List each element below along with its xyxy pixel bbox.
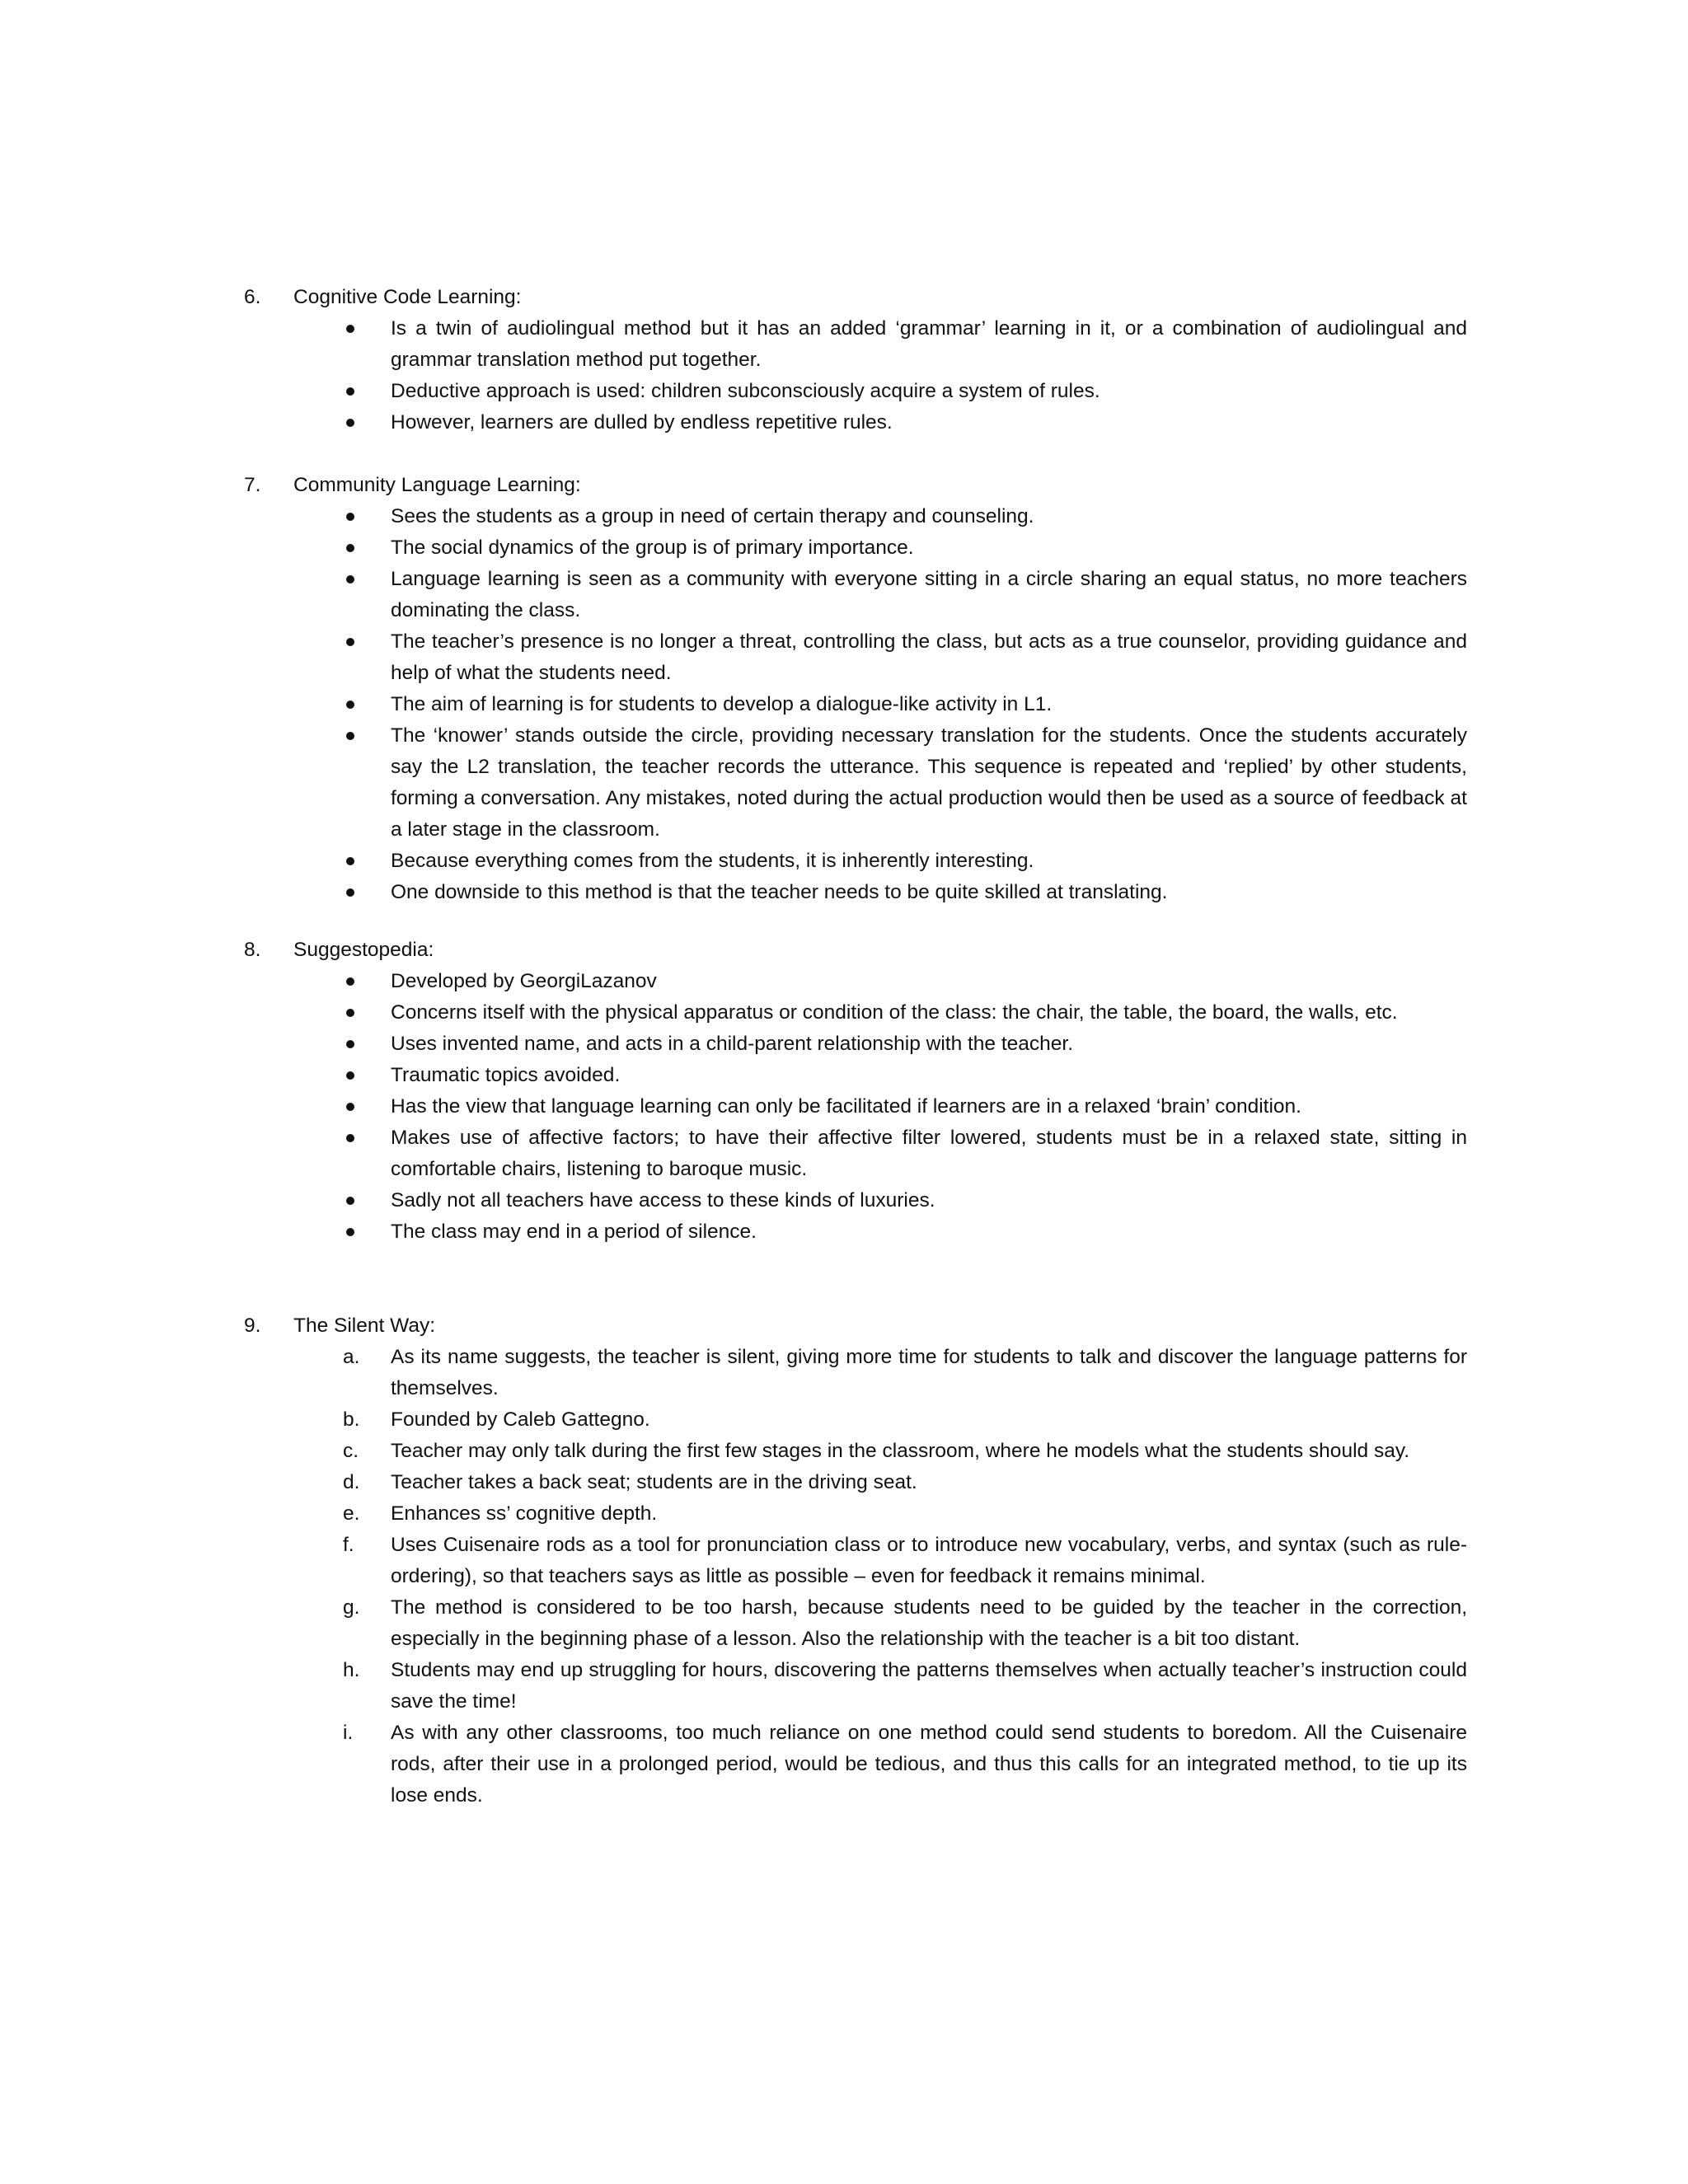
list-item: One downside to this method is that the teacher needs to be quite skilled at translating.	[244, 877, 1467, 908]
list-item: Sadly not all teachers have access to these kinds of luxuries.	[244, 1185, 1467, 1216]
list-item: Sees the students as a group in need of certain therapy and counseling.	[244, 501, 1467, 532]
section-number: 6.	[244, 286, 261, 308]
section-heading	[244, 282, 1467, 313]
list-marker: e.	[343, 1502, 360, 1525]
list-item: However, learners are dulled by endless repetitive rules.	[244, 407, 1467, 438]
list-marker: f.	[343, 1534, 354, 1556]
list-marker: d.	[343, 1471, 360, 1493]
bullet-icon	[346, 1009, 354, 1017]
list-item: h. Students may end up struggling for hours, discovering the patterns themselves when actually teacher’s instruction could save the time!	[244, 1655, 1467, 1718]
list-item: Concerns itself with the physical apparatus or condition of the class: the chair, the table, the board, the walls, etc.	[244, 997, 1467, 1029]
list-item: c. Teacher may only talk during the first few stages in the classroom, where he models what the students should say.	[244, 1436, 1467, 1467]
lettered-list	[244, 1342, 1467, 1811]
list-item: g. The method is considered to be too harsh, because students need to be guided by the teacher in the correction, especially in the beginning phase of a lesson. Also the relationship with the teacher is a bit too distant.	[244, 1592, 1467, 1655]
list-item: The class may end in a period of silence.	[244, 1216, 1467, 1248]
bullet-icon	[346, 857, 354, 865]
bullet-icon	[346, 888, 354, 897]
section-community-language-learning	[244, 470, 1467, 908]
list-item: The teacher’s presence is no longer a threat, controlling the class, but acts as a true counselor, providing guidance and help of what the students need.	[244, 626, 1467, 689]
section-cognitive-code-learning	[244, 282, 1467, 438]
list-marker: g.	[343, 1596, 360, 1619]
bullet-icon	[346, 544, 354, 552]
section-heading	[244, 470, 1467, 501]
bullet-list	[244, 966, 1467, 1248]
list-item: Deductive approach is used: children subconsciously acquire a system of rules.	[244, 376, 1467, 407]
bullet-icon	[346, 732, 354, 740]
list-item: d. Teacher takes a back seat; students are in the driving seat.	[244, 1467, 1467, 1498]
section-heading	[244, 1310, 1467, 1342]
list-item: Language learning is seen as a community with everyone sitting in a circle sharing an equal status, no more teachers dominating the class.	[244, 564, 1467, 626]
bullet-icon	[346, 977, 354, 986]
list-item: a. As its name suggests, the teacher is silent, giving more time for students to talk and discover the language patterns for themselves.	[244, 1342, 1467, 1404]
bullet-icon	[346, 1228, 354, 1236]
bullet-icon	[346, 701, 354, 709]
bullet-icon	[346, 1040, 354, 1048]
bullet-icon	[346, 1134, 354, 1142]
list-item: Because everything comes from the students, it is inherently interesting.	[244, 846, 1467, 877]
section-title: The Silent Way:	[293, 1315, 436, 1337]
bullet-icon	[346, 638, 354, 646]
list-item: e. Enhances ss’ cognitive depth.	[244, 1498, 1467, 1530]
section-suggestopedia	[244, 935, 1467, 1248]
bullet-icon	[346, 1103, 354, 1111]
bullet-icon	[346, 575, 354, 583]
list-marker: c.	[343, 1440, 359, 1462]
list-item: i. As with any other classrooms, too much reliance on one method could send students to boredom. All the Cuisenaire rods, after their use in a prolonged period, would be tedious, and thus this calls for an integrated method, to tie up its lose ends.	[244, 1718, 1467, 1811]
list-item: The aim of learning is for students to develop a dialogue-like activity in L1.	[244, 689, 1467, 720]
bullet-icon	[346, 513, 354, 521]
section-number: 9.	[244, 1315, 261, 1337]
list-item: Has the view that language learning can only be facilitated if learners are in a relaxed ‘brain’ condition.	[244, 1091, 1467, 1122]
list-marker: h.	[343, 1659, 360, 1681]
list-item: Makes use of affective factors; to have their affective filter lowered, students must be in a relaxed state, sitting in comfortable chairs, listening to baroque music.	[244, 1122, 1467, 1185]
section-title: Cognitive Code Learning:	[293, 286, 522, 308]
list-item: The ‘knower’ stands outside the circle, providing necessary translation for the students. Once the students accurately say the L2 translation, the teacher records the utterance. This sequence is repeated and ‘replied’ by other students, forming a conversation. Any mistakes, noted during the actual production would then be used as a source of feedback at a later stage in the classroom.	[244, 720, 1467, 846]
section-title: Community Language Learning:	[293, 474, 581, 496]
section-title: Suggestopedia:	[293, 939, 434, 961]
bullet-icon	[346, 419, 354, 427]
list-item: f. Uses Cuisenaire rods as a tool for pronunciation class or to introduce new vocabulary, verbs, and syntax (such as rule-ordering), so that teachers says as little as possible – even for feedback it remains minimal.	[244, 1530, 1467, 1592]
section-the-silent-way	[244, 1310, 1467, 1811]
list-item: Uses invented name, and acts in a child-parent relationship with the teacher.	[244, 1029, 1467, 1060]
bullet-icon	[346, 325, 354, 333]
list-item: The social dynamics of the group is of primary importance.	[244, 532, 1467, 564]
list-item: Is a twin of audiolingual method but it has an added ‘grammar’ learning in it, or a combination of audiolingual and grammar translation method put together.	[244, 313, 1467, 376]
bullet-icon	[346, 387, 354, 396]
list-marker: i.	[343, 1722, 354, 1744]
section-heading	[244, 935, 1467, 966]
list-item: Developed by GeorgiLazanov	[244, 966, 1467, 997]
bullet-icon	[346, 1071, 354, 1080]
list-marker: a.	[343, 1346, 360, 1368]
section-number: 7.	[244, 474, 261, 496]
list-item: b. Founded by Caleb Gattegno.	[244, 1404, 1467, 1436]
bullet-list	[244, 313, 1467, 438]
section-number: 8.	[244, 939, 261, 961]
list-marker: b.	[343, 1408, 360, 1431]
list-item: Traumatic topics avoided.	[244, 1060, 1467, 1091]
bullet-icon	[346, 1197, 354, 1205]
bullet-list	[244, 501, 1467, 908]
